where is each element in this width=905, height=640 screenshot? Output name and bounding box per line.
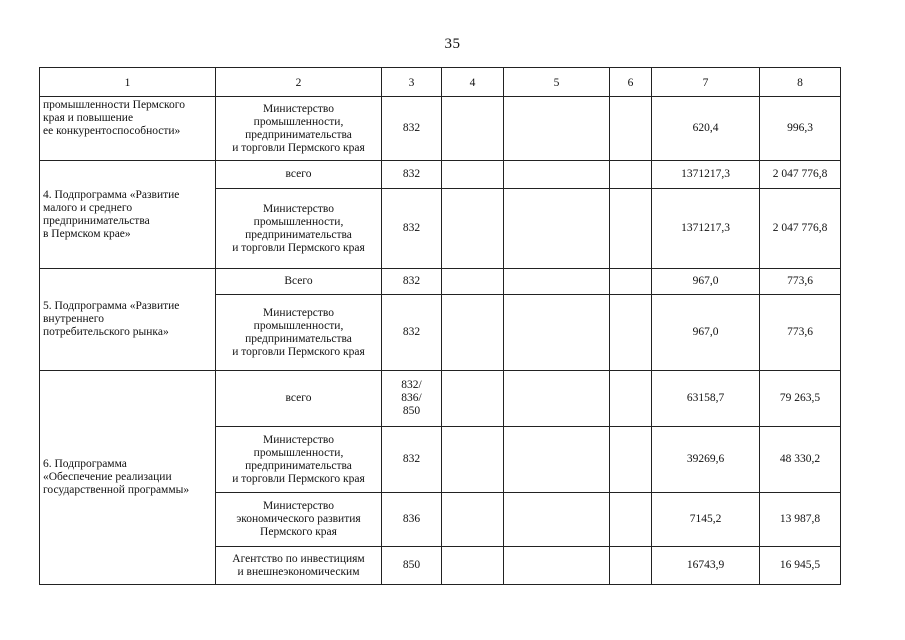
col6-cell	[610, 269, 652, 295]
code-cell: 836	[382, 493, 442, 547]
executor-cell: Министерство промышленности, предпринимательства и торговли Пермского края	[216, 427, 382, 493]
col6-cell	[610, 295, 652, 371]
col8-cell: 13 987,8	[760, 493, 841, 547]
executor-cell	[216, 547, 382, 585]
program-cell: 4. Подпрограмма «Развитие малого и среднего предпринимательства в Пермском крае»	[40, 161, 216, 269]
col4-cell	[442, 371, 504, 427]
executor-cell: всего	[216, 371, 382, 427]
header-col-7: 7	[652, 68, 760, 97]
program-cell: 5. Подпрограмма «Развитие внутреннего потребительского рынка»	[40, 269, 216, 371]
col6-cell	[610, 189, 652, 269]
code-cell: 832	[382, 295, 442, 371]
col8-cell: 996,3	[760, 97, 841, 161]
code-cell: 832	[382, 189, 442, 269]
header-col-8: 8	[760, 68, 841, 97]
col6-cell	[610, 427, 652, 493]
col7-cell: 63158,7	[652, 371, 760, 427]
col7-cell: 967,0	[652, 295, 760, 371]
table-row	[40, 161, 841, 189]
program-cell: 6. Подпрограмма «Обеспечение реализации государственной программы»	[40, 371, 216, 585]
table-row	[40, 97, 841, 161]
table-row	[40, 371, 841, 427]
col5-cell	[504, 161, 610, 189]
table-row	[40, 269, 841, 295]
col5-cell	[504, 189, 610, 269]
col8-cell: 773,6	[760, 295, 841, 371]
col6-cell	[610, 97, 652, 161]
code-cell: 832	[382, 427, 442, 493]
col5-cell	[504, 371, 610, 427]
col7-cell: 1371217,3	[652, 189, 760, 269]
col7-cell: 39269,6	[652, 427, 760, 493]
col8-cell: 79 263,5	[760, 371, 841, 427]
col4-cell	[442, 295, 504, 371]
header-col-1: 1	[40, 68, 216, 97]
executor-cell: всего	[216, 161, 382, 189]
col8-cell: 2 047 776,8	[760, 161, 841, 189]
col5-cell	[504, 269, 610, 295]
executor-cell: Всего	[216, 269, 382, 295]
col4-cell	[442, 161, 504, 189]
code-cell: 850	[382, 547, 442, 585]
executor-cell: Министерство промышленности, предпринимательства и торговли Пермского края	[216, 189, 382, 269]
executor-text: Агентство по инвестициям и внешнеэкономическим	[232, 552, 365, 578]
col4-cell	[442, 493, 504, 547]
col7-cell: 967,0	[652, 269, 760, 295]
col8-cell: 773,6	[760, 269, 841, 295]
col8-cell: 2 047 776,8	[760, 189, 841, 269]
col4-cell	[442, 97, 504, 161]
col7-cell: 16743,9	[652, 547, 760, 585]
col7-cell: 620,4	[652, 97, 760, 161]
program-cell: промышленности Пермского края и повышение ее конкурентоспособности»	[40, 97, 216, 161]
executor-cell: Министерство промышленности, предпринимательства и торговли Пермского края	[216, 295, 382, 371]
col6-cell	[610, 161, 652, 189]
col5-cell	[504, 97, 610, 161]
header-col-3: 3	[382, 68, 442, 97]
budget-table	[39, 67, 841, 585]
col6-cell	[610, 493, 652, 547]
col6-cell	[610, 547, 652, 585]
header-col-2: 2	[216, 68, 382, 97]
executor-cell: Министерство экономического развития Пермского края	[216, 493, 382, 547]
col8-cell: 48 330,2	[760, 427, 841, 493]
col4-cell	[442, 189, 504, 269]
header-col-5: 5	[504, 68, 610, 97]
page-number: 35	[444, 36, 461, 52]
col5-cell	[504, 493, 610, 547]
header-row	[40, 68, 841, 97]
col5-cell	[504, 427, 610, 493]
header-col-4: 4	[442, 68, 504, 97]
code-cell: 832/ 836/ 850	[382, 371, 442, 427]
col4-cell	[442, 269, 504, 295]
col5-cell	[504, 547, 610, 585]
col7-cell: 1371217,3	[652, 161, 760, 189]
code-cell: 832	[382, 269, 442, 295]
col4-cell	[442, 427, 504, 493]
col5-cell	[504, 295, 610, 371]
col4-cell	[442, 547, 504, 585]
col7-cell: 7145,2	[652, 493, 760, 547]
code-cell: 832	[382, 161, 442, 189]
col6-cell	[610, 371, 652, 427]
header-col-6: 6	[610, 68, 652, 97]
code-cell: 832	[382, 97, 442, 161]
col8-cell: 16 945,5	[760, 547, 841, 585]
executor-cell: Министерство промышленности, предпринимательства и торговли Пермского края	[216, 97, 382, 161]
